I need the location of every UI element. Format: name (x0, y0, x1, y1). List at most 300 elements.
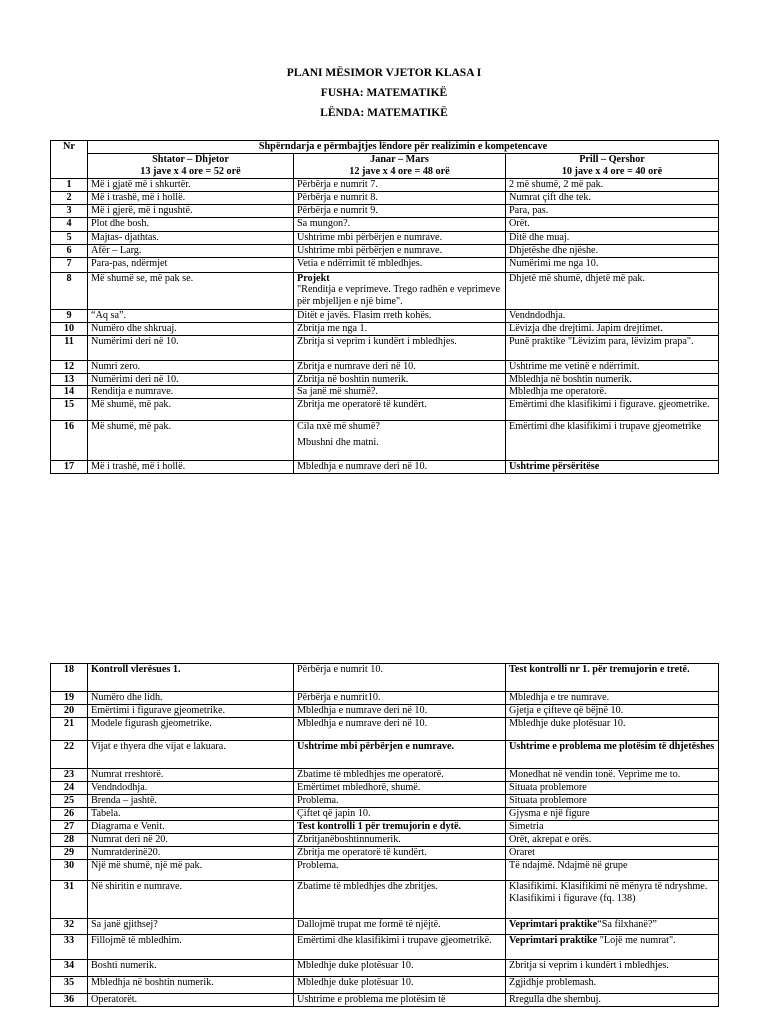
topic-text: Më i gjerë, më i ngushtë. (91, 205, 193, 216)
period-2-cell (294, 322, 506, 335)
table-row (51, 664, 719, 692)
row-number: 6 (51, 245, 88, 258)
row-number: 8 (51, 272, 88, 309)
table-row (51, 847, 719, 860)
row-number: 9 (51, 309, 88, 322)
table-row (51, 705, 719, 718)
period-2-cell (294, 257, 506, 272)
period-3-cell (506, 218, 719, 232)
table-row (51, 373, 719, 386)
topic-text: Numrat deri në 20. (91, 834, 168, 845)
period-2-cell (294, 373, 506, 386)
period-3-cell (506, 705, 719, 718)
table-row (51, 834, 719, 847)
topic-text: Emërtimi dhe klasifikimi i trupave gjeometrike (509, 420, 702, 432)
plan-table-page-1 (50, 140, 719, 474)
topic-text: Vijat e thyera dhe vijat e lakuara. (91, 741, 226, 752)
period-2-cell (294, 360, 506, 373)
period-3-cell (506, 232, 719, 245)
table-row (51, 420, 719, 460)
period-2-cell (294, 881, 506, 919)
topic-text: Oraret (509, 847, 536, 858)
period-3-cell (506, 881, 719, 919)
topic-text: Mbledhje duke plotësuar 10. (297, 960, 414, 971)
bold-topic: Ushtrime e problema me plotësim të dhjetëshes (509, 741, 715, 752)
topic-text: Vendndodhja. (91, 782, 148, 793)
topic-text: Mbushni dhe matni. (297, 437, 379, 448)
period-1-cell (88, 386, 294, 399)
period-2-cell (294, 741, 506, 769)
table-row (51, 692, 719, 705)
topic-text: Më shumë se, më pak se. (91, 272, 194, 284)
table-row (51, 360, 719, 373)
period-1-cell (88, 769, 294, 782)
row-number: 23 (51, 769, 88, 782)
row-number: 7 (51, 257, 88, 272)
period-2-cell (294, 398, 506, 420)
period-3-cell (506, 309, 719, 322)
table-row (51, 335, 719, 360)
period-1-cell (88, 847, 294, 860)
period-3-cell (506, 741, 719, 769)
topic-text: Zbritja si veprim i kundërt i mbledhjes. (509, 960, 669, 971)
topic-text: Numërimi me nga 10. (509, 257, 599, 269)
topic-text: Operatorët. (91, 994, 138, 1005)
topic-text: Më shumë, më pak. (91, 420, 172, 432)
topic-text: Gjysma e një figure (509, 808, 590, 819)
topic-text: Më shumë, më pak. (91, 398, 172, 410)
period-2-cell (294, 935, 506, 960)
table-row (51, 386, 719, 399)
bold-topic: Test kontrolli nr 1. për tremujorin e tretë. (509, 664, 690, 675)
period-1-cell (88, 960, 294, 977)
topic-text: Ushtrime mbi përbërjen e numrave. (297, 245, 443, 256)
topic-text: "Renditja e veprimeve. Trego radhën e veprimeve për mbjelljen e një bime". (297, 284, 501, 307)
row-number: 13 (51, 373, 88, 386)
topic-text: Situata problemore (509, 795, 587, 806)
period-1-cell (88, 373, 294, 386)
topic-text: Numrat rreshtorë. (91, 769, 164, 780)
period-3-cell (506, 335, 719, 360)
period-3-cell (506, 460, 719, 473)
topic-text: Diagrama e Venit. (91, 821, 165, 832)
period-1-cell (88, 192, 294, 205)
period-3-cell (506, 860, 719, 881)
bold-topic: Veprimtari praktike (509, 935, 598, 946)
topic-text: Përbërja e numrit 8. (297, 192, 378, 203)
table-row (51, 821, 719, 834)
table-row (51, 398, 719, 420)
plan-table-page-2 (50, 663, 719, 1007)
topic-text: Problema. (297, 860, 339, 871)
table-row (51, 205, 719, 218)
topic-text: Punë praktike "Lëvizim para, lëvizim prapa". (509, 335, 694, 347)
topic-text: Klasifikimi. Klasifikimi në mënyra të ndryshme. Klasifikimi i figurave (fq. 138) (509, 881, 708, 904)
topic-text: Situata problemore (509, 782, 587, 793)
table-row (51, 718, 719, 741)
topic-text: Numratderinë20. (91, 847, 161, 858)
period-1-cell (88, 977, 294, 994)
topic-text: Sa janë gjithsej? (91, 919, 158, 930)
topic-text: Lëvizja dhe drejtimi. Japim drejtimet. (509, 322, 663, 334)
table-row (51, 860, 719, 881)
period-3-cell (506, 847, 719, 860)
topic-text: Zgjidhje problemash. (509, 977, 597, 988)
period-1-cell (88, 808, 294, 821)
row-number: 17 (51, 460, 88, 473)
period-2-cell (294, 205, 506, 218)
topic-text: Zbritja e numrave deri në 10. (297, 360, 416, 372)
table-row (51, 782, 719, 795)
period-3-cell (506, 420, 719, 460)
period-3-cell (506, 994, 719, 1007)
topic-text: Zbritja me operatorë të kundërt. (297, 847, 427, 858)
row-number: 15 (51, 398, 88, 420)
topic-text: Tabela. (91, 808, 121, 819)
topic-text: 2 më shumë, 2 më pak. (509, 179, 604, 190)
topic-text: Mbledhja e numrave deri në 10. (297, 718, 428, 729)
row-number: 25 (51, 795, 88, 808)
row-number: 20 (51, 705, 88, 718)
table-row (51, 994, 719, 1007)
topic-text: Problema. (297, 795, 339, 806)
topic-text: Emërtimi i figurave gjeometrike. (91, 705, 226, 716)
topic-text: Zbritjanëboshtinnumerik. (297, 834, 401, 845)
period-1-cell (88, 741, 294, 769)
period-3-cell (506, 664, 719, 692)
table-row (51, 257, 719, 272)
period-1-cell (88, 795, 294, 808)
period-3-cell (506, 257, 719, 272)
period-3-cell (506, 205, 719, 218)
topic-text: Dallojmë trupat me formë të njëjtë. (297, 919, 441, 930)
topic-text: Zbritja në boshtin numerik. (297, 373, 409, 385)
period-2-cell (294, 664, 506, 692)
period-3-cell (506, 919, 719, 935)
period-3-cell (506, 192, 719, 205)
topic-text: Emërtimi dhe klasifikimi i figurave. gjeometrike. (509, 398, 710, 410)
row-number: 29 (51, 847, 88, 860)
topic-text: Më i trashë, më i hollë. (91, 192, 186, 203)
topic-text: Para, pas. (509, 205, 549, 216)
topic-text: Majtas- djathtas. (91, 232, 159, 243)
period-1-cell (88, 179, 294, 192)
table-row (51, 769, 719, 782)
topic-text: Rregulla dhe shembuj. (509, 994, 601, 1005)
document-titles (0, 63, 768, 123)
topic-text: Dhjetëshe dhe njëshe. (509, 245, 599, 256)
period-2-cell (294, 808, 506, 821)
period-3-cell (506, 808, 719, 821)
topic-text: Gjetja e çifteve që bëjnë 10. (509, 705, 624, 716)
period-2-cell (294, 335, 506, 360)
topic-text: Simetria (509, 821, 544, 832)
bold-topic: Projekt (297, 272, 330, 284)
topic-text: Mbledhja në boshtin numerik. (91, 977, 214, 988)
period-2-cell (294, 705, 506, 718)
period-3-cell (506, 245, 719, 258)
topic-text: Emërtimi dhe klasifikimi i trupave gjeometrikë. (297, 935, 492, 946)
table-row (51, 322, 719, 335)
period-3-cell (506, 960, 719, 977)
field-title: FUSHA: MATEMATIKË (320, 87, 448, 99)
topic-text: Boshti numerik. (91, 960, 157, 971)
period-2-cell (294, 860, 506, 881)
table-row (51, 460, 719, 473)
plan-rows-page-2 (51, 664, 719, 1007)
period-2-cell (294, 960, 506, 977)
period-3-cell (506, 718, 719, 741)
period-1-cell (88, 460, 294, 473)
bold-topic: Kontroll vlerësues 1. (91, 664, 181, 675)
topic-text: Ushtrime e problema me plotësim të (297, 994, 446, 1005)
topic-text: Dhjetë më shumë, dhjetë më pak. (509, 272, 646, 284)
topic-text: Ushtrime me vetinë e ndërrimit. (509, 360, 640, 372)
table-row (51, 218, 719, 232)
topic-text: Mbledhje duke plotësuar 10. (297, 977, 414, 988)
table-row (51, 309, 719, 322)
plan-title: PLANI MËSIMOR VJETOR KLASA I (286, 67, 482, 79)
table-row (51, 935, 719, 960)
table-row (51, 960, 719, 977)
topic-text: Modele figurash gjeometrike. (91, 718, 212, 729)
table-row (51, 245, 719, 258)
topic-text: Zbritja si veprim i kundërt i mbledhjes. (297, 335, 457, 347)
topic-text: Renditja e numrave. (91, 386, 174, 397)
period-3-cell (506, 769, 719, 782)
period-header-2: Janar – Mars 12 jave x 4 ore = 48 orë (294, 154, 506, 179)
period-2-cell (294, 245, 506, 258)
topic-text: Mbledhja në boshtin numerik. (509, 373, 632, 385)
table-row (51, 179, 719, 192)
topic-text: Çiftet që japin 10. (297, 808, 371, 819)
topic-text: Në shiritin e numrave. (91, 881, 183, 892)
topic-text: Numëro dhe shkruaj. (91, 322, 177, 334)
table-row (51, 192, 719, 205)
topic-text: Mbledhje duke plotësuar 10. (509, 718, 626, 729)
topic-text: Brenda – jashtë. (91, 795, 157, 806)
row-number: 36 (51, 994, 88, 1007)
topic-text: Numri zero. (91, 360, 141, 372)
topic-text: Përbërja e numrit 9. (297, 205, 378, 216)
row-number: 33 (51, 935, 88, 960)
period-3-cell (506, 373, 719, 386)
period-2-cell (294, 386, 506, 399)
period-2-cell (294, 218, 506, 232)
period-1-cell (88, 919, 294, 935)
period-header-1: Shtator – Dhjetor 13 jave x 4 ore = 52 orë (88, 154, 294, 179)
period-1-cell (88, 245, 294, 258)
period-2-cell (294, 769, 506, 782)
topic-text: Zbritja me operatorë të kundërt. (297, 398, 427, 410)
row-number: 30 (51, 860, 88, 881)
topic-text: "Lojë me numrat". (597, 935, 676, 946)
topic-text: Vetia e ndërrimit të mbledhjes. (297, 257, 423, 269)
topic-text: Ushtrime mbi përbërjen e numrave. (297, 232, 443, 243)
period-1-cell (88, 322, 294, 335)
period-1-cell (88, 272, 294, 309)
topic-text: Plot dhe bosh. (91, 218, 150, 229)
period-3-cell (506, 795, 719, 808)
distribution-header: Shpërndarja e përmbajtjes lëndore për realizimin e kompetencave (88, 141, 719, 154)
period-2-cell (294, 847, 506, 860)
period-3-cell (506, 179, 719, 192)
period-3-cell (506, 398, 719, 420)
topic-text: Numërimi deri në 10. (91, 335, 179, 347)
period-1-cell (88, 232, 294, 245)
period-2-cell (294, 460, 506, 473)
topic-text: Monedhat në vendin tonë. Veprime me to. (509, 769, 681, 780)
topic-text: Përbërja e numrit 10. (297, 664, 384, 675)
topic-text: Ditë dhe muaj. (509, 232, 570, 243)
period-1-cell (88, 257, 294, 272)
period-1-cell (88, 692, 294, 705)
table-row (51, 795, 719, 808)
bold-topic: Test kontrolli 1 për tremujorin e dytë. (297, 821, 462, 832)
bold-topic: Veprimtari praktike (509, 919, 598, 930)
row-number: 10 (51, 322, 88, 335)
period-2-cell (294, 795, 506, 808)
topic-text: Numrat çift dhe tek. (509, 192, 592, 203)
topic-text: Më i gjatë më i shkurtër. (91, 179, 191, 190)
period-2-cell (294, 692, 506, 705)
row-number: 18 (51, 664, 88, 692)
period-1-cell (88, 860, 294, 881)
period-3-cell (506, 692, 719, 705)
table-row (51, 977, 719, 994)
topic-text: Para-pas, ndërmjet (91, 257, 168, 269)
row-number: 3 (51, 205, 88, 218)
period-3-cell (506, 935, 719, 960)
period-3-cell (506, 782, 719, 795)
period-1-cell (88, 360, 294, 373)
topic-text: Mbledhja me operatorë. (509, 386, 607, 397)
topic-text: Orët, akrepat e orës. (509, 834, 592, 845)
period-3-cell (506, 360, 719, 373)
period-3-cell (506, 821, 719, 834)
topic-text: Afër – Larg. (91, 245, 142, 256)
period-3-cell (506, 834, 719, 847)
topic-text: Cila nxë më shumë? (297, 420, 380, 432)
topic-text: Sa mungon?. (297, 218, 351, 229)
row-number: 14 (51, 386, 88, 399)
period-2-cell (294, 179, 506, 192)
period-1-cell (88, 821, 294, 834)
period-1-cell (88, 935, 294, 960)
topic-text: Mbledhja e numrave deri në 10. (297, 460, 428, 472)
table-row (51, 272, 719, 309)
topic-text: Mbledhja e tre numrave. (509, 692, 610, 703)
table-row (51, 741, 719, 769)
row-number: 2 (51, 192, 88, 205)
topic-text: Emërtimet mbledhorë, shumë. (297, 782, 421, 793)
row-number: 26 (51, 808, 88, 821)
period-1-cell (88, 718, 294, 741)
row-number: 35 (51, 977, 88, 994)
period-1-cell (88, 218, 294, 232)
row-number: 28 (51, 834, 88, 847)
period-2-cell (294, 272, 506, 309)
table-row (51, 232, 719, 245)
table-row (51, 808, 719, 821)
topic-text: “Sa filxhanë?” (597, 919, 657, 930)
period-2-cell (294, 192, 506, 205)
table-row (51, 881, 719, 919)
row-number: 31 (51, 881, 88, 919)
topic-text: Zbatime të mbledhjes dhe zbritjes. (297, 881, 438, 892)
topic-text: Zbatime të mbledhjes me operatorë. (297, 769, 444, 780)
period-2-cell (294, 834, 506, 847)
period-1-cell (88, 782, 294, 795)
period-1-cell (88, 881, 294, 919)
period-1-cell (88, 205, 294, 218)
period-1-cell (88, 664, 294, 692)
row-number: 12 (51, 360, 88, 373)
topic-text: Fillojmë të mbledhim. (91, 935, 182, 946)
period-2-cell (294, 782, 506, 795)
row-number: 5 (51, 232, 88, 245)
table-row (51, 919, 719, 935)
topic-text: Mbledhja e numrave deri në 10. (297, 705, 428, 716)
row-number: 1 (51, 179, 88, 192)
topic-text: Një më shumë, një më pak. (91, 860, 203, 871)
period-2-cell (294, 718, 506, 741)
topic-text: Zbritja me nga 1. (297, 322, 368, 334)
period-2-cell (294, 420, 506, 460)
topic-text: Orët. (509, 218, 530, 229)
topic-text: Të ndajmë. Ndajmë në grupe (509, 860, 628, 871)
period-header-3: Prill – Qershor 10 jave x 4 ore = 40 orë (506, 154, 719, 179)
row-number: 32 (51, 919, 88, 935)
period-1-cell (88, 420, 294, 460)
topic-text: Më i trashë, më i hollë. (91, 460, 186, 472)
row-number: 24 (51, 782, 88, 795)
row-number: 4 (51, 218, 88, 232)
topic-text: Përbërja e numrit 7. (297, 179, 378, 190)
period-2-cell (294, 919, 506, 935)
topic-text: Numëro dhe lidh. (91, 692, 163, 703)
nr-header: Nr (51, 141, 88, 179)
period-1-cell (88, 834, 294, 847)
bold-topic: Ushtrime mbi përbërjen e numrave. (297, 741, 455, 752)
plan-rows-page-1 (51, 179, 719, 474)
period-2-cell (294, 977, 506, 994)
period-3-cell (506, 272, 719, 309)
topic-text: Vendndodhja. (509, 309, 566, 321)
topic-text: “Aq sa”. (91, 309, 127, 321)
row-number: 22 (51, 741, 88, 769)
row-number: 19 (51, 692, 88, 705)
row-number: 27 (51, 821, 88, 834)
topic-text: Sa janë më shumë?. (297, 386, 378, 397)
row-number: 34 (51, 960, 88, 977)
period-2-cell (294, 821, 506, 834)
period-1-cell (88, 705, 294, 718)
period-2-cell (294, 994, 506, 1007)
period-1-cell (88, 398, 294, 420)
period-1-cell (88, 309, 294, 322)
period-3-cell (506, 977, 719, 994)
subject-title: LËNDA: MATEMATIKË (320, 107, 448, 119)
topic-text: Ditët e javës. Flasim rreth kohës. (297, 309, 432, 321)
topic-text: Numërimi deri në 10. (91, 373, 179, 385)
period-1-cell (88, 994, 294, 1007)
row-number: 16 (51, 420, 88, 460)
bold-topic: Ushtrime përsëritëse (509, 460, 600, 472)
period-3-cell (506, 322, 719, 335)
row-number: 11 (51, 335, 88, 360)
period-2-cell (294, 309, 506, 322)
